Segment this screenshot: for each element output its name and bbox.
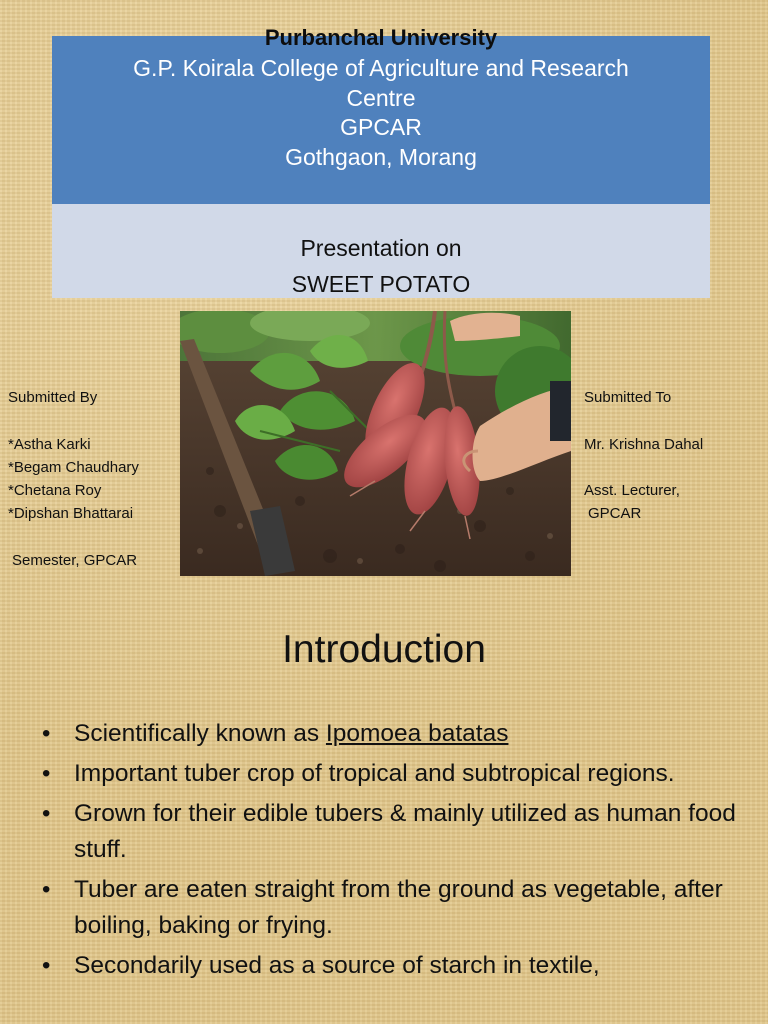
bullet-item: [42, 756, 742, 792]
submitted-to-heading: Submitted To: [584, 389, 672, 406]
presentation-heading: [52, 230, 710, 302]
submitted-by-block: [8, 386, 178, 572]
presentation-on-label: Presentation on: [300, 235, 462, 261]
bullet-item: [42, 716, 742, 752]
bullet-icon: •: [42, 800, 51, 827]
bullet-text: Scientifically known as: [74, 720, 326, 747]
member-name: *Chetana Roy: [8, 482, 102, 500]
bullet-text: Secondarily used as a source of starch in textile,: [74, 952, 600, 979]
presentation-topic: SWEET POTATO: [291, 271, 471, 297]
bullet-icon: •: [42, 876, 51, 903]
bullet-list: [42, 716, 742, 988]
bullet-icon: •: [42, 760, 51, 787]
bullet-icon: •: [42, 952, 51, 979]
member-name: *Astha Karki: [8, 435, 91, 453]
slide-title: Introduction: [282, 628, 486, 671]
bullet-text: Tuber are eaten straight from the ground as vegetable, after boiling, baking or frying.: [74, 876, 723, 939]
member-name: *Begam Chaudhary: [8, 458, 139, 476]
sweet-potato-photo: [180, 311, 571, 576]
supervisor-title: Asst. Lecturer,: [584, 482, 680, 500]
college-name-line: G.P. Koirala College of Agriculture and Research: [133, 55, 629, 81]
submitted-by-heading: Submitted By: [8, 389, 98, 406]
college-info: [52, 54, 710, 172]
supervisor-name: Mr. Krishna Dahal: [584, 435, 704, 453]
member-name: *Dipshan Bhattarai: [8, 505, 134, 523]
college-location: Gothgaon, Morang: [285, 143, 477, 170]
college-name-line-2: Centre: [346, 84, 416, 111]
bullet-item: [42, 796, 742, 868]
submitted-to-block: [584, 386, 764, 526]
scientific-name: Ipomoea batatas: [325, 720, 509, 747]
bullet-icon: •: [42, 720, 51, 747]
bullet-text: Grown for their edible tubers & mainly utilized as human food stuff.: [74, 800, 736, 863]
semester-label: Semester, GPCAR: [12, 552, 138, 570]
college-abbreviation: GPCAR: [340, 114, 422, 140]
bullet-text: Important tuber crop of tropical and subtropical regions.: [74, 760, 675, 787]
introduction-slide: [0, 600, 768, 1024]
university-name: Purbanchal University: [264, 25, 498, 50]
bullet-item: [42, 948, 742, 984]
bullet-item: [42, 872, 742, 944]
supervisor-org: GPCAR: [588, 505, 642, 523]
